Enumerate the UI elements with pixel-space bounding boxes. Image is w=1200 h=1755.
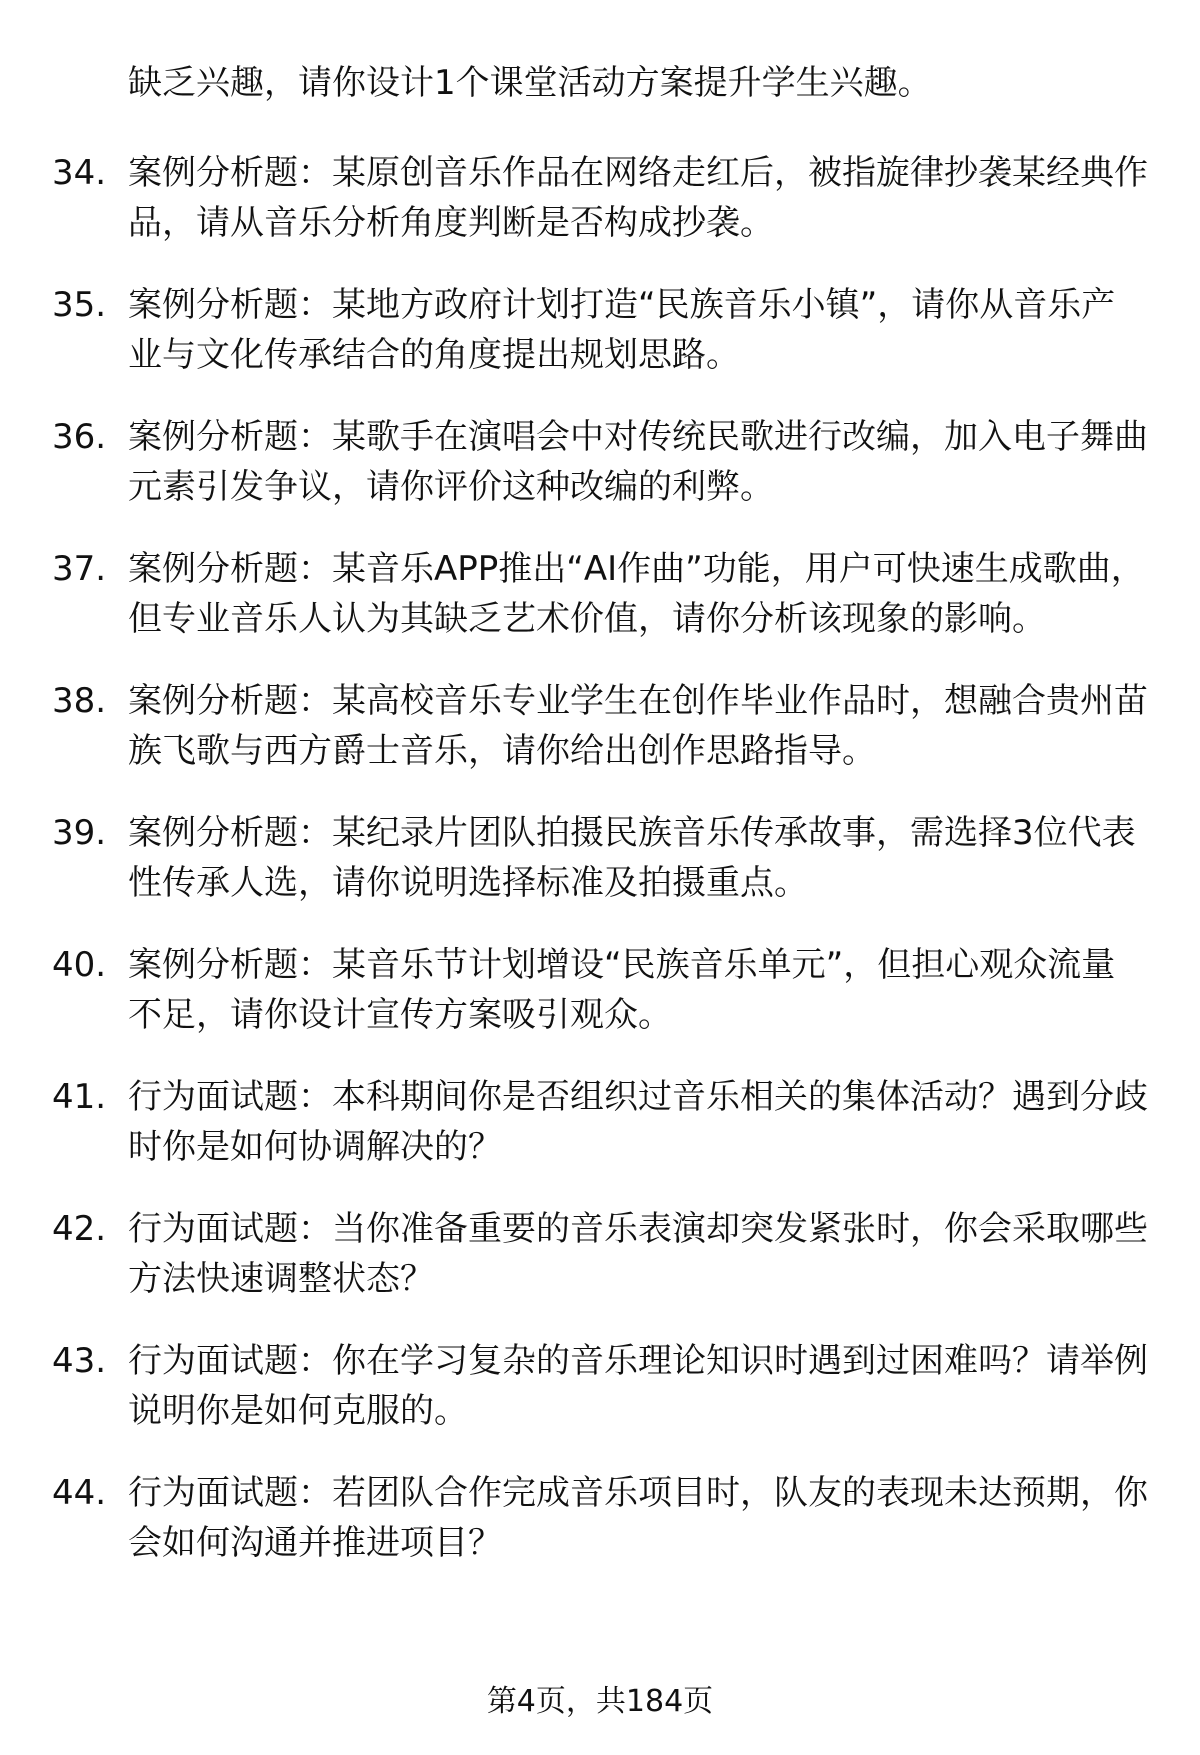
question-number: 41. [52,1077,107,1117]
question-item [0,280,1200,380]
question-item [0,1204,1200,1304]
question-list [0,148,1200,1600]
question-text: 行为面试题：你在学习复杂的音乐理论知识时遇到过困难吗？请举例说明你是如何克服的。 [128,1341,1148,1431]
question-item [0,412,1200,512]
question-number: 34. [52,153,107,193]
question-text: 行为面试题：若团队合作完成音乐项目时，队友的表现未达预期，你会如何沟通并推进项目？ [128,1473,1148,1563]
question-text: 案例分析题：某音乐APP推出“AI作曲”功能，用户可快速生成歌曲，但专业音乐人认为其缺乏艺术价值，请你分析该现象的影响。 [128,549,1145,639]
question-text: 案例分析题：某高校音乐专业学生在创作毕业作品时，想融合贵州苗族飞歌与西方爵士音乐，请你给出创作思路指导。 [128,681,1148,771]
question-text: 案例分析题：某原创音乐作品在网络走红后，被指旋律抄袭某经典作品，请从音乐分析角度判断是否构成抄袭。 [128,153,1148,243]
question-number: 35. [52,285,107,325]
question-continuation: 缺乏兴趣，请你设计1个课堂活动方案提升学生兴趣。 [128,63,932,103]
question-item [0,1072,1200,1172]
question-item [0,1468,1200,1568]
question-text: 案例分析题：某地方政府计划打造“民族音乐小镇”，请你从音乐产业与文化传承结合的角度提出规划思路。 [128,285,1116,375]
question-text: 案例分析题：某纪录片团队拍摄民族音乐传承故事，需选择3位代表性传承人选，请你说明选择标准及拍摄重点。 [128,813,1136,903]
page-footer: 第4页，共184页 [486,1684,714,1719]
question-number: 44. [52,1473,107,1513]
question-number: 40. [52,945,107,985]
question-item [0,676,1200,776]
question-item [0,544,1200,644]
question-text: 案例分析题：某音乐节计划增设“民族音乐单元”，但担心观众流量不足，请你设计宣传方案吸引观众。 [128,945,1116,1035]
question-number: 39. [52,813,107,853]
question-text: 行为面试题：当你准备重要的音乐表演却突发紧张时，你会采取哪些方法快速调整状态？ [128,1209,1148,1299]
question-item [0,148,1200,248]
question-number: 37. [52,549,107,589]
question-number: 36. [52,417,107,457]
question-number: 38. [52,681,107,721]
question-text: 行为面试题：本科期间你是否组织过音乐相关的集体活动？遇到分歧时你是如何协调解决的？ [128,1077,1148,1167]
question-item [0,940,1200,1040]
question-item [0,1336,1200,1436]
question-number: 42. [52,1209,107,1249]
question-item [0,808,1200,908]
question-number: 43. [52,1341,107,1381]
question-text: 案例分析题：某歌手在演唱会中对传统民歌进行改编，加入电子舞曲元素引发争议，请你评价这种改编的利弊。 [128,417,1148,507]
